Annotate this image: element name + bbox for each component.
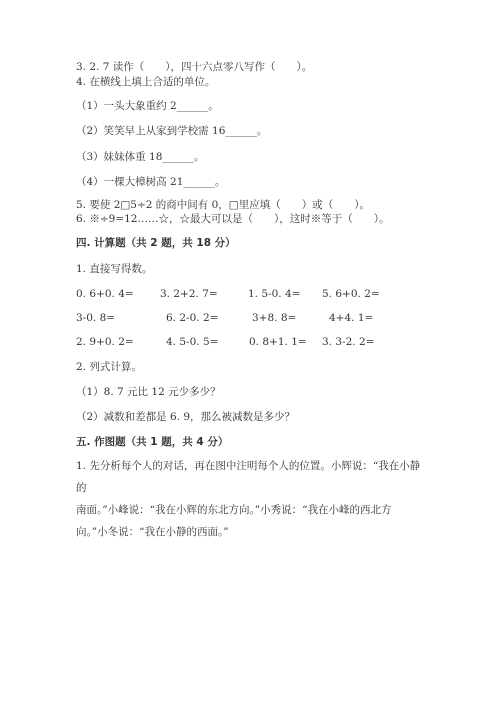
section-4-question-2: 2. 列式计算。 bbox=[76, 361, 142, 373]
calc-item: 4+4. 1= bbox=[329, 312, 374, 324]
question-4-part-4: （4）一棵大樟树高 21______。 bbox=[76, 176, 226, 188]
section-5-question-1 bbox=[76, 455, 424, 543]
section-4-question-2-part-2: （2）减数和差都是 6. 9，那么被减数是多少？ bbox=[76, 411, 296, 423]
calc-item: 0. 8+1. 1= bbox=[249, 336, 307, 348]
paragraph-line: 南面。”小峰说：“我在小辉的东北方向。”小秀说：“我在小峰的西北方 bbox=[76, 504, 392, 516]
calc-item: 0. 6+0. 4= bbox=[76, 288, 134, 300]
section-4-question-2-part-1: （1）8. 7 元比 12 元少多少？ bbox=[76, 386, 221, 398]
paragraph-line: 1. 先分析每个人的对话，再在图中注明每个人的位置。小辉说：“我在小静的 bbox=[76, 460, 421, 494]
question-4-part-1: （1）一头大象重约 2______。 bbox=[76, 100, 219, 112]
question-5: 5. 要使 2□5÷2 的商中间有 0，□里应填（ ）或（ ）。 bbox=[76, 199, 370, 211]
calc-item: 4. 5-0. 5= bbox=[166, 336, 219, 348]
calc-item: 5. 6+0. 2= bbox=[322, 288, 380, 300]
calc-item: 6. 2-0. 2= bbox=[166, 312, 219, 324]
calc-item: 1. 5-0. 4= bbox=[248, 288, 301, 300]
question-4-part-3: （3）妹妹体重 18______。 bbox=[76, 151, 205, 163]
section-4-question-1: 1. 直接写得数。 bbox=[76, 263, 153, 275]
calc-item: 3+8. 8= bbox=[252, 312, 297, 324]
question-3: 3. 2. 7 读作（ ），四十六点零八写作（ ）。 bbox=[76, 61, 313, 73]
question-4: 4. 在横线上填上合适的单位。 bbox=[76, 76, 216, 88]
calc-item: 3. 3-2. 2= bbox=[322, 336, 375, 348]
question-6: 6. ※÷9=12……☆，☆最大可以是（ ），这时※等于（ ）。 bbox=[76, 213, 390, 225]
calc-item: 3. 2+2. 7= bbox=[160, 288, 218, 300]
section-5-heading: 五. 作图题（共 1 题，共 4 分） bbox=[76, 436, 229, 448]
section-4-heading: 四. 计算题（共 2 题，共 18 分） bbox=[76, 237, 236, 249]
paragraph-line: 向。”小冬说：“我在小静的西面。” bbox=[76, 526, 229, 538]
calc-item: 2. 9+0. 2= bbox=[76, 336, 134, 348]
calc-item: 3-0. 8= bbox=[76, 312, 116, 324]
question-4-part-2: （2）笑笑早上从家到学校需 16______。 bbox=[76, 125, 268, 137]
